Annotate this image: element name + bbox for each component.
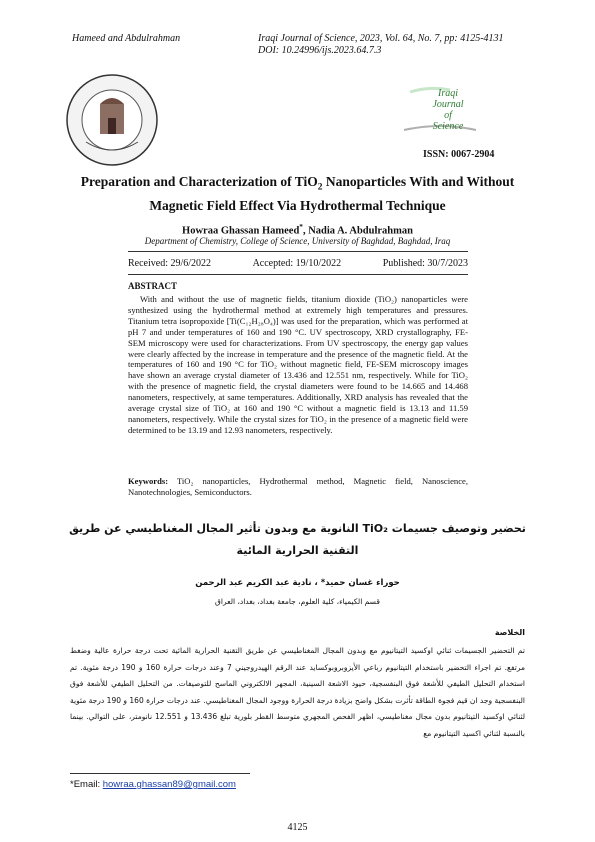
running-header-journal: Iraqi Journal of Science, 2023, Vol. 64, No. 7, pp: 4125-4131 [258,33,504,44]
publication-dates [128,258,468,269]
author-list: Howraa Ghassan Hameed*, Nadia A. Abdulrahman [182,222,413,237]
published-date: Published: 30/7/2023 [382,258,468,269]
footnote-divider [70,773,250,774]
divider [128,274,468,275]
issn-label: ISSN: 0067-2904 [423,149,495,160]
arabic-title: تحضير وتوصيف جسيمات TiO₂ النانوية مع وبدون تأثير المجال المغناطيسي عن طريق التقنية الحرارية المائية [69,522,526,557]
corresponding-author-footnote [70,779,236,790]
keywords-label: Keywords: [128,476,169,486]
university-seal-logo [64,72,160,168]
running-header-doi: DOI: 10.24996/ijs.2023.64.7.3 [258,45,382,56]
abstract-body: With and without the use of magnetic fields, titanium dioxide (TiO₂) nanoparticles were synthesized using the hydrothermal method at extremely high temperatures and pressures. Titanium tetra isopropoxide [Ti(C₁₂H₂₈O₄)] was used for the preparation, which was performed at pH 7 and under temperatures of 160 and 190 °C. UV spectroscopy, XRD crystallography, FE-SEM microscopy were used for characterizations. From UV spectroscopy, the energy gap values were clearly affected by the increase in temperature and the presence of the magnetic field. At the temperatures of 160 and 190 °C for TiO₂ without magnetic field, FE-SEM microscopy images have shown an average crystal diameter of 13.436 and 12.551 nm, respectively. While for TiO₂ with the presence of magnetic field, the crystal diameters were found to be 14.665 and 14.468 nanometers, respectively, at same temperatures. Additionally, XRD analysis has revealed that the average crystal size of TiO₂ at 160 and 190 °C without a magnetic field is 13.13 and 11.59 nanometers, respectively. While the crystal sizes for TiO₂ in the presence of a magnetic field were determined to be 13.19 and 12.93 nanometers, respectively. [128,294,468,435]
keywords-text: TiO₂ nanoparticles, Hydrothermal method, Magnetic field, Nanoscience, Nanotechnologies, Semiconductors. [128,476,468,497]
arabic-affiliation: قسم الكيمياء، كلية العلوم، جامعة بغداد، بغداد، العراق [215,597,380,606]
email-link[interactable]: howraa.ghassan89@gmail.com [102,779,236,790]
received-date: Received: 29/6/2022 [128,258,212,269]
paper-title: Preparation and Characterization of TiO$_2$ Nanoparticles With and Without Magnetic Field Effect Via Hydrothermal Technique [80,174,515,213]
arabic-author-list: حوراء غسان حميد* ، نادية عبد الكريم عبد الرحمن [195,578,400,588]
arabic-abstract-heading: الخلاصة [494,628,525,637]
running-header-authors: Hameed and Abdulrahman [72,33,181,44]
journal-logo-lettering: Iraqi Journal of Science [432,88,464,132]
page-number: 4125 [287,822,308,833]
author-affiliation: Department of Chemistry, College of Science, University of Baghdad, Baghdad, Iraq [144,236,451,246]
footnote-label: *Email: [70,779,103,790]
divider [128,251,468,252]
arabic-abstract-body: تم التحضير الجسيمات ثنائي اوكسيد التيتانيوم مع وبدون المجال المغناطيسي عن طريق التقنية الحرارية المائية تحت درجة حرارة عالية وضغط مرتفع. تم اجراء التحضير باستخدام التيتانيوم رباعي الأيزوبروبوكسايد عند الرقم الهيدروجيني 7 وعند درجات حرارة 160 و 190 درجة مئوية. تم استخدام التحليل الطيفي للأشعة فوق البنفسجية، حيود الاشعة السينية، المجهر الالكتروني الماسح للتوصيفات. من التحليل الطيفي للأشعة فوق البنفسجية وجد ان قيم فجوة الطاقة تأثرت بشكل واضح بزيادة درجة الحرارة ووجود المجال المغناطيسي. عند درجات حرارة 160 و 190 درجة مئوية لثنائي اوكسيد التيتانيوم بدون مجال مغناطيسي، اظهر الفحص المجهري متوسط القطر بلورية تبلغ 13.436 و 12.551 نانومتر، على التوالي. بينما بالنسبة لثنائي اكسيد التيتانيوم مع [70,646,526,738]
keywords [128,476,468,498]
accepted-date: Accepted: 19/10/2022 [252,258,342,269]
abstract-heading: ABSTRACT [128,281,178,291]
